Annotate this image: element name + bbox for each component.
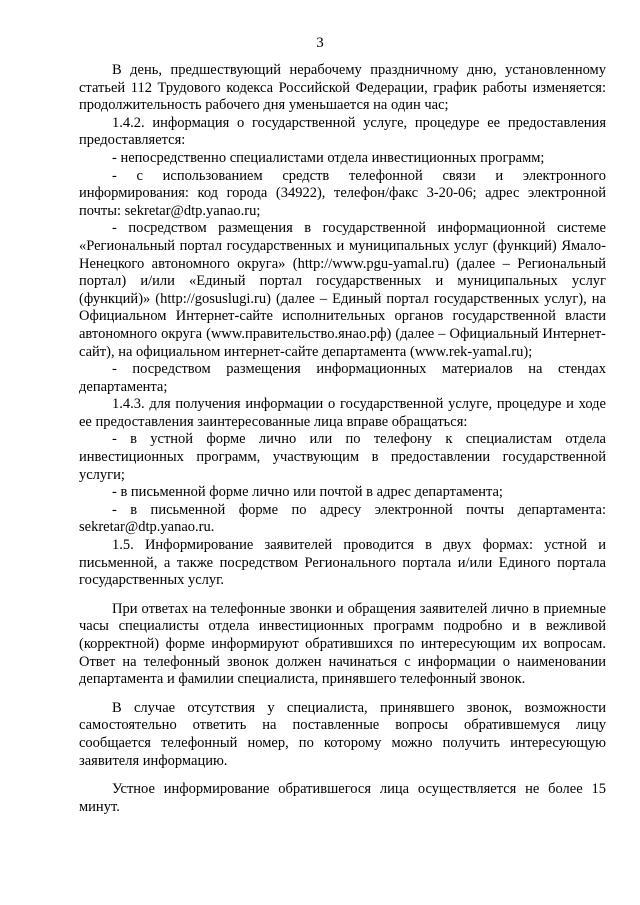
list-item-stands: - посредством размещения информационных материалов на стендах департамента; <box>79 361 606 395</box>
paragraph-absence: В случае отсутствия у специалиста, принявшего звонок, возможности самостоятельно ответить на поставленные вопросы обратившемуся лицу сообщается телефонный номер, по которому можно получить интересующую заявителя информацию. <box>79 699 606 769</box>
list-item-oral: - в устной форме лично или по телефону к специалистам отдела инвестиционных программ, участвующим в предоставлении государственной услуги; <box>79 431 606 483</box>
paragraph-1-4-3: 1.4.3. для получения информации о государственной услуге, процедуре и ходе ее предоставления заинтересованные лица вправе обращаться: <box>79 396 606 430</box>
list-item-written-email: - в письменной форме по адресу электронной почты департамента: sekretar@dtp.yanao.ru. <box>79 501 606 536</box>
list-item-written-mail: - в письменной форме лично или почтой в адрес департамента; <box>112 484 503 501</box>
paragraph-1-5: 1.5. Информирование заявителей проводится в двух формах: устной и письменной, а также посредством Регионального портала и/или Единого портала государственных услуг. <box>79 537 606 589</box>
page-number: 3 <box>316 35 324 51</box>
list-item-portals: - посредством размещения в государственной информационной системе «Региональный портал государственных и муниципальных услуг (функций) Ямало-Ненецкого автономного округа» (http://www.pgu-yamal.ru) (далее – Региональный портал) и/или «Единый портал государственных и муниципальных услуг (функций)» (http://gosuslugi.ru) (далее – Единый портал государственных услуг), на Официальном Интернет-сайте исполнительных органов государственной власти автономного округа (www.правительство.янао.рф) (далее – Официальный Интернет-сайт), на официальном интернет-сайте департамента (www.rek-yamal.ru); <box>79 220 606 360</box>
paragraph-duration: Устное информирование обратившегося лица осуществляется не более 15 минут. <box>79 781 606 815</box>
paragraph-phone-answers: При ответах на телефонные звонки и обращения заявителей лично в приемные часы специалисты отдела инвестиционных программ подробно и в вежливой (корректной) форме информируют обратившихся по интересующим их вопросам. Ответ на телефонный звонок должен начинаться с информации о наименовании департамента и фамилии специалиста, принявшего телефонный звонок. <box>79 600 606 688</box>
paragraph-holiday-schedule: В день, предшествующий нерабочему праздничному дню, установленному статьей 112 Трудового кодекса Российской Федерации, график работы изменяется: продолжительность рабочего дня уменьшается на один час; <box>79 62 606 114</box>
list-item-specialists: - непосредственно специалистами отдела инвестиционных программ; <box>112 149 545 166</box>
list-item-phone-email: - с использованием средств телефонной связи и электронного информирования: код города (34922), телефон/факс 3-20-06; адрес электронной почты: sekretar@dtp.yanao.ru; <box>79 167 606 219</box>
document-body <box>79 62 606 816</box>
paragraph-1-4-2: 1.4.2. информация о государственной услуге, процедуре ее предоставления предоставляется: <box>79 114 606 149</box>
